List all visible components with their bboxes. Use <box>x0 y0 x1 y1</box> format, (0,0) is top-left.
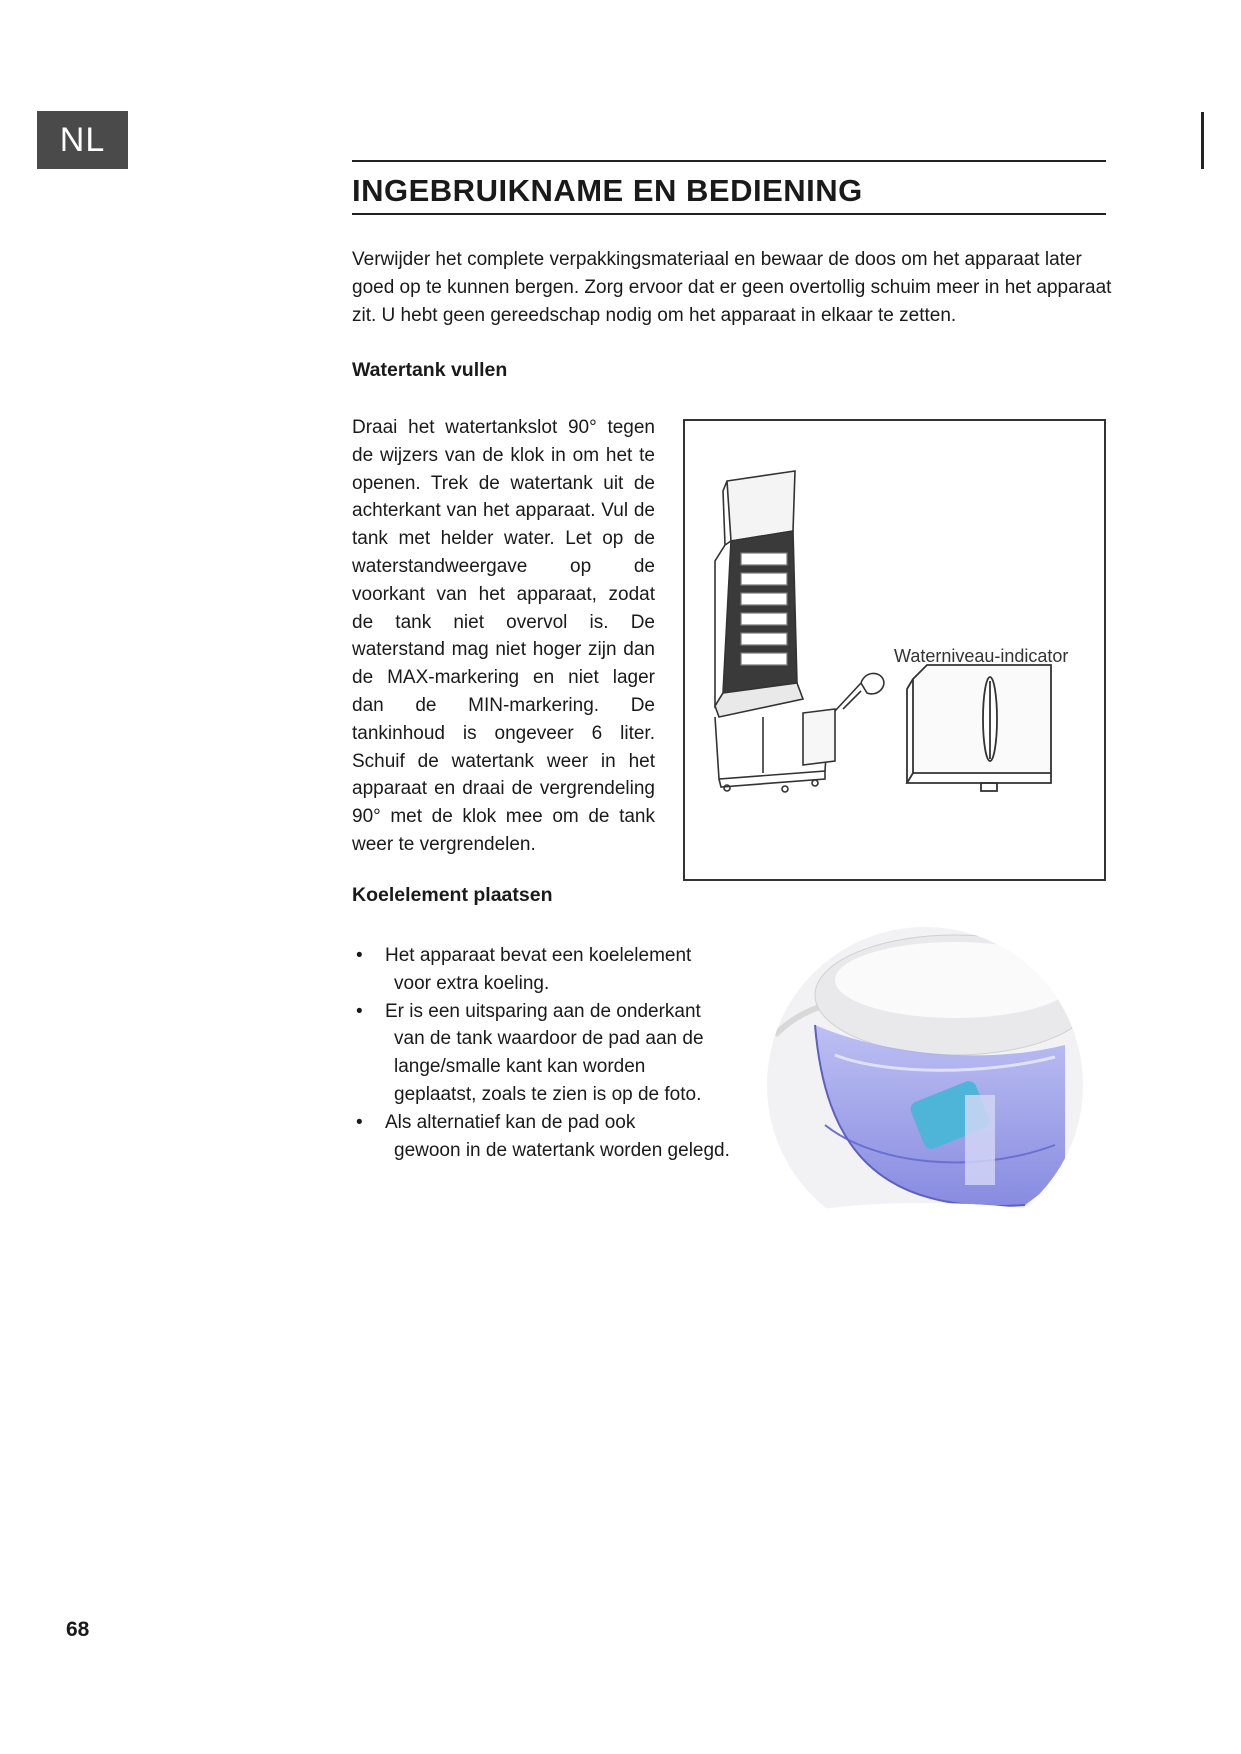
title-rule-bottom <box>352 213 1106 215</box>
language-tab: NL <box>37 111 128 169</box>
bullet-icon: • <box>356 945 363 966</box>
page-number: 68 <box>66 1618 90 1641</box>
watertank-figure <box>683 419 1106 881</box>
list-item: • Als alternatief kan de pad ook gewoon in de watertank worden gelegd. <box>352 1109 732 1165</box>
title-rule-top <box>352 160 1106 162</box>
cooling-element-list <box>352 942 732 1164</box>
bullet-icon: • <box>356 1111 363 1133</box>
list-item: • Er is een uitsparing aan de onderkant van de tank waardoor de pad aan de lange/smalle kant kan worden geplaatst, zoals te zien is op de foto. <box>352 998 732 1109</box>
bullet-icon: • <box>356 1000 363 1022</box>
list-item: • Het apparaat bevat een koelelement voor extra koeling. <box>352 942 732 998</box>
water-level-indicator-label: Waterniveau-indicator <box>894 646 1069 666</box>
water-tank-photo <box>765 925 1085 1245</box>
margin-marker <box>1201 112 1204 169</box>
watertank-instructions: Draai het watertankslot 90° tegen de wijzers van de klok in om het te openen. Trek de watertank uit de achterkant van het apparaat. Vul de tank met helder water. Let op de waterstandweergave op de voorkant van het apparaat, zodat de tank niet overvol is. De waterstand mag niet hoger zijn dan de MAX-markering en niet lager dan de MIN-markering. De tankinhoud is ongeveer 6 liter. Schuif de watertank weer in het apparaat en draai de vergrendeling 90° met de klok mee om de tank weer te vergrendelen. <box>352 417 655 855</box>
section-heading-cooling-element: Koelelement plaatsen <box>352 884 553 906</box>
intro-paragraph: Verwijder het complete verpakkingsmateriaal en bewaar de doos om het apparaat later goed op te kunnen bergen. Zorg ervoor dat er geen overtollig schuim meer in het apparaat zit. U hebt geen gereedschap nodig om het apparaat in elkaar te zetten. <box>352 249 1112 326</box>
section-heading-watertank: Watertank vullen <box>352 359 508 381</box>
page-title: INGEBRUIKNAME EN BEDIENING <box>352 173 863 208</box>
